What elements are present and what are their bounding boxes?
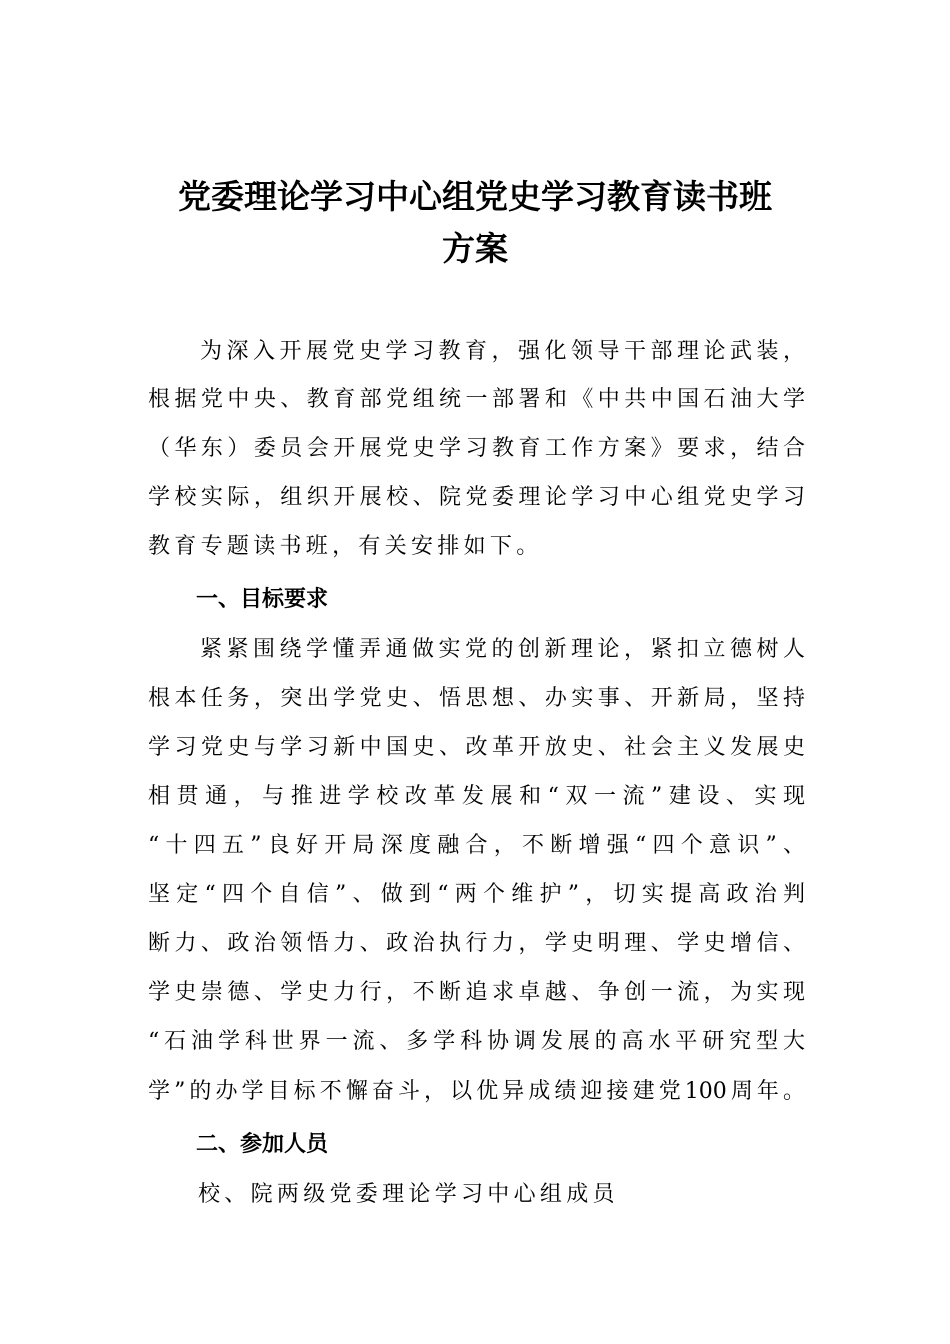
text-line: 坚定“四个自信”、做到“两个维护”，切实提高政治判	[148, 882, 805, 907]
text-line: 教育专题读书班，有关安排如下。	[148, 534, 543, 559]
text-line: （华东）委员会开展党史学习教育工作方案》要求，结合	[148, 436, 805, 461]
text-line: 根本任务，突出学党史、悟思想、办实事、开新局，坚持	[148, 686, 805, 711]
text-line: 校、院两级党委理论学习中心组成员	[198, 1182, 619, 1207]
text-line: “石油学科世界一流、多学科协调发展的高水平研究型大	[148, 1029, 805, 1054]
section-heading: 一、目标要求	[196, 587, 329, 612]
text-line: 根据党中央、教育部党组统一部署和《中共中国石油大学	[148, 387, 805, 412]
text-line: 相贯通，与推进学校改革发展和“双一流”建设、实现	[148, 784, 805, 809]
section-heading: 二、参加人员	[196, 1132, 329, 1157]
title-line: 方案	[442, 229, 508, 268]
text-line: 紧紧围绕学懂弄通做实党的创新理论，紧扣立德树人	[200, 637, 805, 662]
text-line: 学校实际，组织开展校、院党委理论学习中心组党史学习	[148, 485, 805, 510]
text-line: 学习党史与学习新中国史、改革开放史、社会主义发展史	[148, 735, 805, 760]
text-line: 学史崇德、学史力行，不断追求卓越、争创一流，为实现	[148, 980, 805, 1005]
text-line: 为深入开展党史学习教育，强化领导干部理论武装，	[200, 339, 805, 364]
text-line: 断力、政治领悟力、政治执行力，学史明理、学史增信、	[148, 931, 805, 956]
text-line: 学”的办学目标不懈奋斗，以优异成绩迎接建党100周年。	[148, 1079, 805, 1104]
text-line: “十四五”良好开局深度融合，不断增强“四个意识”、	[148, 833, 805, 858]
title-line: 党委理论学习中心组党史学习教育读书班	[178, 177, 772, 216]
